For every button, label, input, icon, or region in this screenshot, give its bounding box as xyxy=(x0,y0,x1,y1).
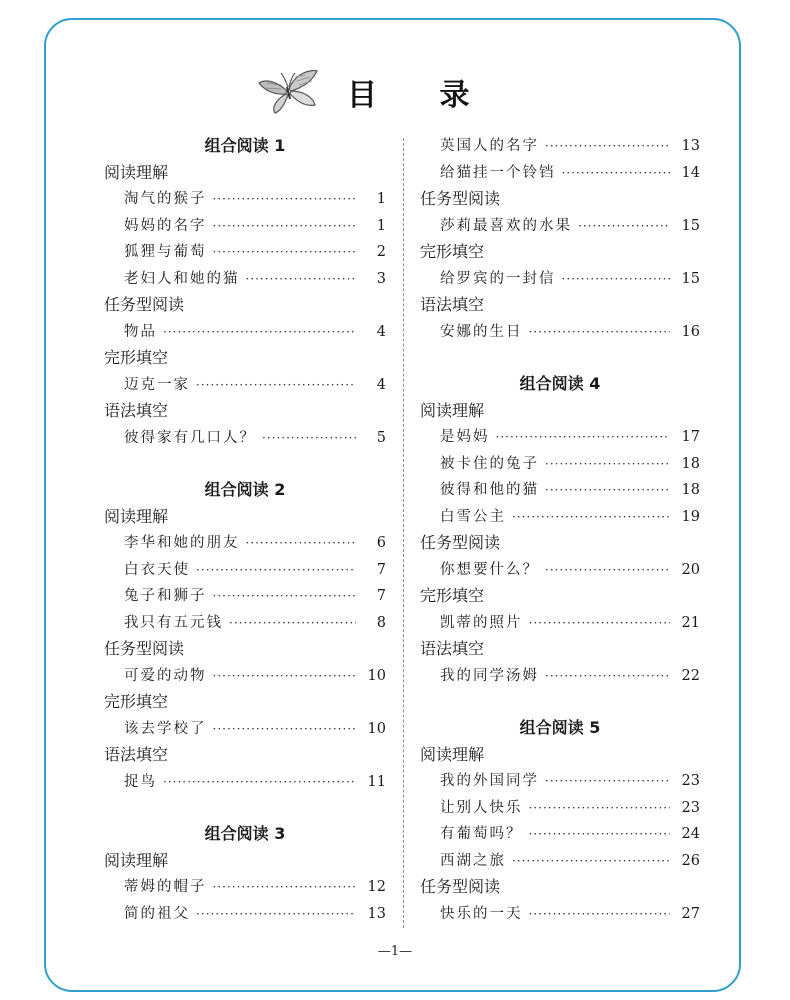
entry-page-number: 17 xyxy=(681,429,700,445)
page-number: —1— xyxy=(377,944,413,959)
toc-entry[interactable] xyxy=(104,213,386,240)
entry-page-number: 13 xyxy=(367,905,386,922)
entry-title: 狐狸与葡萄 xyxy=(124,244,207,260)
toc-entry[interactable] xyxy=(420,133,700,160)
entry-title: 彼得和他的猫 xyxy=(440,482,539,498)
toc-entry[interactable] xyxy=(420,663,700,690)
dot-leader xyxy=(213,716,357,743)
group-title: 组合阅读 5 xyxy=(519,718,601,737)
toc-entry[interactable] xyxy=(420,319,700,346)
dot-leader xyxy=(229,610,356,637)
entry-title: 该去学校了 xyxy=(124,720,207,737)
entry-title: 物品 xyxy=(124,323,157,340)
group-spacer xyxy=(104,451,386,477)
section-heading: 语法填空 xyxy=(420,639,485,658)
dot-leader xyxy=(213,186,357,213)
entry-title: 给猫挂一个铃铛 xyxy=(440,164,556,181)
group-spacer xyxy=(420,689,700,715)
entry-page-number: 15 xyxy=(681,217,700,234)
entry-page-number: 4 xyxy=(376,376,386,393)
toc-entry[interactable] xyxy=(104,769,386,796)
entry-page-number: 12 xyxy=(367,879,386,895)
entry-page-number: 19 xyxy=(681,508,700,525)
dot-leader xyxy=(545,768,670,795)
section-heading: 阅读理解 xyxy=(420,400,485,420)
toc-entry[interactable] xyxy=(420,424,700,451)
section-heading: 任务型阅读 xyxy=(420,189,501,208)
toc-entry[interactable] xyxy=(420,477,700,504)
page-title: 目 录 xyxy=(347,78,496,113)
section-heading: 语法填空 xyxy=(104,401,169,420)
toc-left-column xyxy=(104,133,386,927)
entry-page-number: 10 xyxy=(367,667,386,684)
dot-leader xyxy=(213,874,357,901)
entry-title: 被卡住的兔子 xyxy=(440,455,539,472)
entry-page-number: 23 xyxy=(681,773,700,789)
toc-entry[interactable] xyxy=(104,530,386,557)
dot-leader xyxy=(196,901,356,928)
entry-page-number: 10 xyxy=(367,720,386,737)
entry-title: 淘气的猴子 xyxy=(124,191,207,207)
entry-page-number: 6 xyxy=(376,535,386,551)
section-heading: 阅读理解 xyxy=(104,162,169,182)
dot-leader xyxy=(246,266,357,293)
dot-leader xyxy=(545,477,670,504)
entry-page-number: 26 xyxy=(681,852,700,869)
group-title: 组合阅读 4 xyxy=(519,374,601,393)
toc-entry[interactable] xyxy=(420,795,700,822)
section-heading: 任务型阅读 xyxy=(420,533,501,552)
dot-leader xyxy=(213,583,357,610)
entry-page-number: 16 xyxy=(681,323,700,340)
entry-title: 你想要什么？ xyxy=(440,561,539,578)
dot-leader xyxy=(562,160,671,187)
entry-page-number: 15 xyxy=(681,270,700,287)
dot-leader xyxy=(512,504,670,531)
entry-page-number: 4 xyxy=(376,323,386,340)
toc-entry[interactable] xyxy=(420,213,700,240)
toc-entry[interactable] xyxy=(420,768,700,795)
entry-title: 可爱的动物 xyxy=(124,667,207,684)
dot-leader xyxy=(545,557,670,584)
entry-page-number: 3 xyxy=(376,270,386,287)
toc-entry[interactable] xyxy=(104,663,386,690)
entry-title: 我只有五元钱 xyxy=(124,614,223,631)
section-heading: 阅读理解 xyxy=(104,850,169,870)
section-heading: 任务型阅读 xyxy=(420,877,501,896)
entry-title: 让别人快乐 xyxy=(440,799,523,816)
entry-title: 我的外国同学 xyxy=(440,773,539,789)
entry-page-number: 5 xyxy=(376,429,386,446)
section-heading: 任务型阅读 xyxy=(104,295,185,314)
dot-leader xyxy=(496,424,671,451)
entry-title: 简的祖父 xyxy=(124,905,190,922)
entry-title: 安娜的生日 xyxy=(440,323,523,340)
dot-leader xyxy=(196,372,356,399)
entry-title: 白衣天使 xyxy=(124,561,190,578)
entry-title: 兔子和狮子 xyxy=(124,588,207,604)
group-title: 组合阅读 2 xyxy=(204,480,286,499)
dot-leader xyxy=(578,213,670,240)
dot-leader xyxy=(529,821,671,848)
entry-title: 蒂姆的帽子 xyxy=(124,879,207,895)
entry-title: 妈妈的名字 xyxy=(124,217,207,234)
entry-title: 彼得家有几口人？ xyxy=(124,429,256,446)
dot-leader xyxy=(196,557,356,584)
entry-page-number: 27 xyxy=(681,905,700,922)
entry-title: 李华和她的朋友 xyxy=(124,535,240,551)
group-spacer xyxy=(104,795,386,821)
dot-leader xyxy=(213,663,357,690)
entry-page-number: 20 xyxy=(681,561,700,578)
entry-page-number: 24 xyxy=(681,826,700,842)
dot-leader xyxy=(529,319,671,346)
entry-page-number: 1 xyxy=(376,191,386,207)
section-heading: 阅读理解 xyxy=(420,744,485,764)
toc-entry[interactable] xyxy=(420,610,700,637)
toc-entry[interactable] xyxy=(420,901,700,928)
toc-entry[interactable] xyxy=(420,160,700,187)
toc-entry[interactable] xyxy=(420,848,700,875)
toc-entry[interactable] xyxy=(104,716,386,743)
entry-title: 西湖之旅 xyxy=(440,852,506,869)
toc-entry[interactable] xyxy=(104,583,386,610)
entry-page-number: 7 xyxy=(376,588,386,604)
section-heading: 完形填空 xyxy=(104,348,169,367)
toc-entry[interactable] xyxy=(420,451,700,478)
dot-leader xyxy=(246,530,357,557)
section-heading: 完形填空 xyxy=(420,586,485,605)
dot-leader xyxy=(512,848,670,875)
entry-title: 凯蒂的照片 xyxy=(440,614,523,631)
toc-entry[interactable] xyxy=(104,186,386,213)
toc-entry[interactable] xyxy=(420,504,700,531)
toc-entry[interactable] xyxy=(104,266,386,293)
entry-title: 有葡萄吗？ xyxy=(440,826,523,842)
entry-page-number: 11 xyxy=(367,773,386,790)
section-heading: 完形填空 xyxy=(420,242,485,261)
column-divider xyxy=(403,138,404,928)
entry-title: 是妈妈 xyxy=(440,429,490,445)
section-heading: 语法填空 xyxy=(104,745,169,764)
section-heading: 任务型阅读 xyxy=(104,639,185,658)
dot-leader xyxy=(163,319,356,346)
dot-leader xyxy=(529,795,671,822)
entry-page-number: 7 xyxy=(376,561,386,578)
entry-title: 我的同学汤姆 xyxy=(440,667,539,684)
butterfly-icon xyxy=(255,67,319,117)
entry-title: 迈克一家 xyxy=(124,376,190,393)
toc-entry[interactable] xyxy=(104,319,386,346)
entry-title: 莎莉最喜欢的水果 xyxy=(440,217,572,234)
toc-entry[interactable] xyxy=(104,557,386,584)
toc-entry[interactable] xyxy=(420,266,700,293)
entry-page-number: 1 xyxy=(376,217,386,234)
entry-page-number: 2 xyxy=(376,244,386,260)
dot-leader xyxy=(562,266,671,293)
entry-page-number: 21 xyxy=(681,614,700,631)
toc-entry[interactable] xyxy=(104,901,386,928)
toc-entry[interactable] xyxy=(420,557,700,584)
dot-leader xyxy=(545,451,670,478)
group-title: 组合阅读 3 xyxy=(204,824,286,843)
entry-page-number: 13 xyxy=(681,138,700,154)
dot-leader xyxy=(545,133,670,160)
dot-leader xyxy=(163,769,356,796)
toc-entry[interactable] xyxy=(104,874,386,901)
dot-leader xyxy=(545,663,670,690)
dot-leader xyxy=(213,213,357,240)
entry-title: 给罗宾的一封信 xyxy=(440,270,556,287)
toc-entry[interactable] xyxy=(104,372,386,399)
toc-entry[interactable] xyxy=(104,425,386,452)
entry-page-number: 22 xyxy=(681,667,700,684)
toc-entry[interactable] xyxy=(104,610,386,637)
entry-page-number: 23 xyxy=(681,799,700,816)
toc-entry[interactable] xyxy=(104,239,386,266)
entry-page-number: 8 xyxy=(376,614,386,631)
group-title: 组合阅读 1 xyxy=(204,136,286,155)
group-spacer xyxy=(420,345,700,371)
header xyxy=(255,62,495,122)
section-heading: 语法填空 xyxy=(420,295,485,314)
section-heading: 阅读理解 xyxy=(104,506,169,526)
entry-page-number: 18 xyxy=(681,482,700,498)
toc-entry[interactable] xyxy=(420,821,700,848)
entry-title: 白雪公主 xyxy=(440,508,506,525)
entry-page-number: 18 xyxy=(681,455,700,472)
dot-leader xyxy=(529,610,671,637)
section-heading: 完形填空 xyxy=(104,692,169,711)
toc-right-column xyxy=(420,133,700,927)
dot-leader xyxy=(262,425,356,452)
entry-page-number: 14 xyxy=(681,164,700,181)
entry-title: 快乐的一天 xyxy=(440,905,523,922)
entry-title: 老妇人和她的猫 xyxy=(124,270,240,287)
entry-title: 捉鸟 xyxy=(124,773,157,790)
dot-leader xyxy=(213,239,357,266)
entry-title: 英国人的名字 xyxy=(440,138,539,154)
dot-leader xyxy=(529,901,671,928)
